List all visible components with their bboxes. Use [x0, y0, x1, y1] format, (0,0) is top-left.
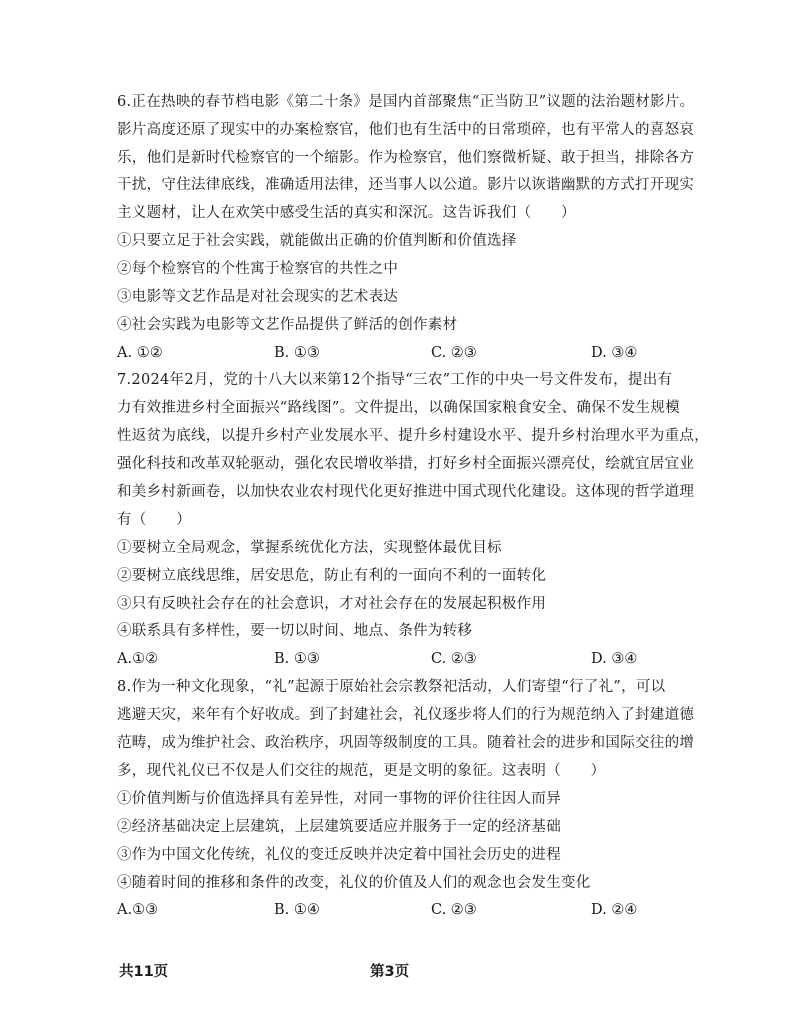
option-a: A.①②: [117, 651, 159, 667]
total-pages-label: 共11页: [119, 964, 169, 980]
answer-options: [117, 343, 677, 363]
question-stem-line: 强化科技和改革双轮驱动，强化农民增收举措，打好乡村全面振兴漂亮仗，绘就宜居宜业: [117, 456, 695, 472]
question-stem-line: 逃避天灾，来年有个好收成。到了封建社会，礼仪逐步将人们的行为规范纳入了封建道德: [117, 707, 695, 723]
answer-options: [117, 649, 677, 669]
option-b: B. ①③: [274, 651, 320, 667]
question-stem-line: 多，现代礼仪已不仅是人们交往的规范，更是文明的象征。这表明（ ）: [117, 763, 606, 779]
statement-item: ①要树立全局观念，掌握系统优化方法，实现整体最优目标: [117, 540, 502, 556]
option-d: D. ③④: [591, 345, 638, 361]
statement-item: ④随着时间的推移和条件的改变，礼仪的价值及人们的观念也会发生变化: [117, 875, 591, 891]
option-b: B. ①③: [274, 345, 320, 361]
option-d: D. ③④: [591, 651, 638, 667]
question-stem-line: 7.2024年2月，党的十八大以来第12个指导“三农”工作的中央一号文件发布，提出有: [117, 372, 673, 388]
question-stem-line: 有（ ）: [117, 512, 191, 528]
question-stem-line: 和美乡村新画卷，以加快农业农村现代化更好推进中国式现代化建设。这体现的哲学道理: [117, 484, 695, 500]
current-page-label: 第3页: [370, 964, 410, 980]
question-stem-line: 力有效推进乡村全面振兴“路线图”。文件提出，以确保国家粮食安全、确保不发生规模: [117, 400, 681, 416]
option-c: C. ②③: [431, 651, 477, 667]
statement-item: ③只有反映社会存在的社会意识，才对社会存在的发展起积极作用: [117, 596, 547, 612]
statement-item: ④社会实践为电影等文艺作品提供了鲜活的创作素材: [117, 317, 458, 333]
question-stem-line: 干扰，守住法律底线，准确适用法律，还当事人以公道。影片以诙谐幽默的方式打开现实: [117, 177, 695, 193]
option-b: B. ①④: [274, 902, 320, 918]
statement-item: ③电影等文艺作品是对社会现实的艺术表达: [117, 289, 399, 305]
statement-item: ②经济基础决定上层建筑，上层建筑要适应并服务于一定的经济基础: [117, 819, 561, 835]
statement-item: ①只要立足于社会实践，就能做出正确的价值判断和价值选择: [117, 233, 517, 249]
question-stem-line: 影片高度还原了现实中的办案检察官，他们也有生活中的日常琐碎，也有平常人的喜怒哀: [117, 122, 695, 138]
question-stem-line: 6.正在热映的春节档电影《第二十条》是国内首部聚焦“正当防卫”议题的法治题材影片。: [117, 94, 695, 110]
question-stem-line: 性返贫为底线，以提升乡村产业发展水平、提升乡村建设水平、提升乡村治理水平为重点，: [117, 428, 709, 444]
question-stem-line: 范畴，成为维护社会、政治秩序，巩固等级制度的工具。随着社会的进步和国际交往的增: [117, 735, 695, 751]
option-d: D. ②④: [591, 902, 638, 918]
statement-item: ③作为中国文化传统，礼仪的变迁反映并决定着中国社会历史的进程: [117, 847, 561, 863]
option-a: A. ①②: [117, 345, 163, 361]
question-stem-line: 8.作为一种文化现象，“礼”起源于原始社会宗教祭祀活动，人们寄望“行了礼”，可以: [117, 679, 666, 695]
question-stem-line: 乐，他们是新时代检察官的一个缩影。作为检察官，他们察微析疑、敢于担当，排除各方: [117, 150, 695, 166]
option-a: A.①③: [117, 902, 159, 918]
statement-item: ②每个检察官的个性寓于检察官的共性之中: [117, 261, 399, 277]
option-c: C. ②③: [431, 345, 477, 361]
answer-options: [117, 900, 677, 920]
statement-item: ④联系具有多样性，要一切以时间、地点、条件为转移: [117, 623, 473, 639]
option-c: C. ②③: [431, 902, 477, 918]
statement-item: ②要树立底线思维，居安思危，防止有利的一面向不利的一面转化: [117, 568, 547, 584]
statement-item: ①价值判断与价值选择具有差异性，对同一事物的评价往往因人而异: [117, 791, 561, 807]
question-stem-line: 主义题材，让人在欢笑中感受生活的真实和深沉。这告诉我们（ ）: [117, 205, 576, 221]
